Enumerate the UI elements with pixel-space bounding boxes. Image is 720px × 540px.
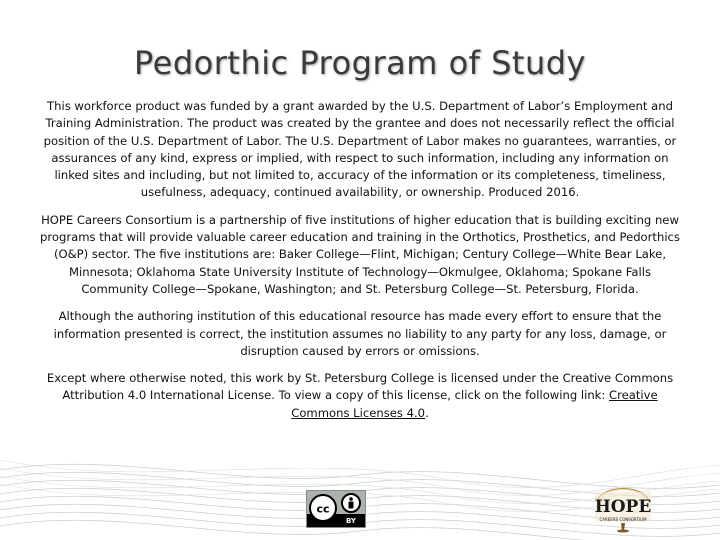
- license-paragraph: [40, 370, 680, 422]
- consortium-paragraph: HOPE Careers Consortium is a partnership of five institutions of higher education that is building exciting new programs that will provide valuable career education and training in the Orthotics, Prosthetics, and Pedorthics (O&P) sector. The five institutions are: Baker College—Flint, Michigan; Century College—White Bear Lake, Minnesota; Oklahoma State University Institute of Technology—Okmulgee, Oklahoma; Spokane Falls Community College—Spokane, Washington; and St. Petersburg College—St. Petersburg, Florida.: [40, 212, 680, 296]
- hope-sub-label: CAREERS CONSORTIUM: [599, 517, 647, 522]
- slide-body: [40, 98, 680, 432]
- creative-commons-badge[interactable]: [306, 490, 366, 528]
- page-title: Pedorthic Program of Study: [134, 44, 586, 82]
- hope-careers-logo: [591, 476, 655, 534]
- license-link[interactable]: Creative Commons Licenses 4.0: [291, 388, 658, 420]
- funding-disclaimer-paragraph: This workforce product was funded by a grant awarded by the U.S. Department of Labor’s Employment and Training Administration. The product was created by the grantee and does not necessarily reflect the official position of the U.S. Department of Labor. The U.S. Department of Labor makes no guarantees, warranties, or assurances of any kind, express or implied, with respect to such information, including any information on linked sites and including, but not limited to, accuracy of the information or its completeness, timeliness, usefulness, adequacy, continued availability, or ownership. Produced 2016.: [43, 99, 677, 200]
- attribution-icon: [342, 494, 360, 512]
- license-end: .: [425, 405, 429, 420]
- svg-text:cc: cc: [316, 502, 330, 516]
- liability-paragraph: Although the authoring institution of this educational resource has made every effort to ensure that the information presented is correct, the institution assumes no liability to any party for any loss, damage, or disruption caused by errors or omissions.: [53, 309, 667, 358]
- cc-by-label: BY: [345, 517, 357, 525]
- cc-icon: [310, 495, 336, 521]
- hope-label: HOPE: [594, 497, 652, 517]
- license-text: Except where otherwise noted, this work by St. Petersburg College is licensed under the Creative Commons Attribution 4.0 International License. To view a copy of this license, click on the following link:: [46, 371, 674, 403]
